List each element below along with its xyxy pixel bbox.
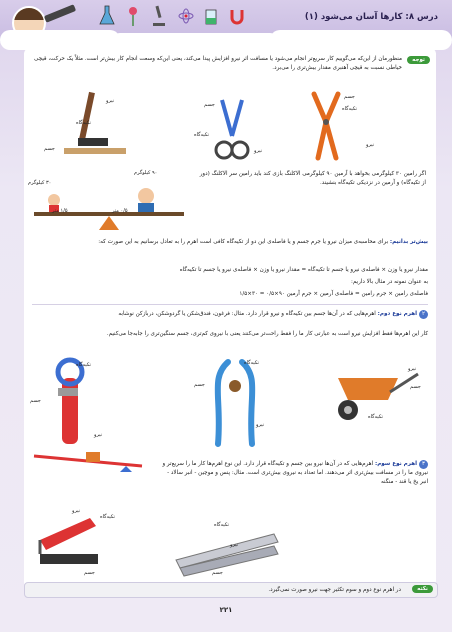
note-badge: توجه bbox=[407, 56, 430, 64]
cloud-decoration bbox=[270, 30, 452, 50]
label-fulcrum: تکیه‌گاه bbox=[214, 522, 229, 528]
beaker-icon bbox=[204, 6, 220, 26]
magnet-icon bbox=[230, 6, 246, 26]
tongs-figure bbox=[174, 524, 284, 578]
label-fulcrum: تکیه‌گاه bbox=[76, 362, 91, 368]
distance-label-left: ۱/۵ متر bbox=[52, 208, 68, 214]
label-object: جسم bbox=[44, 146, 55, 152]
nutcracker-figure bbox=[200, 358, 270, 448]
label-object: جسم bbox=[30, 398, 41, 404]
label-object: جسم bbox=[212, 570, 223, 576]
content-card bbox=[24, 48, 436, 588]
bottle-opener-figure bbox=[36, 358, 116, 448]
cloud-decoration bbox=[0, 30, 120, 50]
atom-icon bbox=[178, 6, 194, 26]
label-fulcrum: تکیه‌گاه bbox=[76, 120, 91, 126]
label-object: جسم bbox=[84, 570, 95, 576]
label-fulcrum: تکیه‌گاه bbox=[342, 106, 357, 112]
note-bar bbox=[24, 582, 438, 598]
type2-title: اهرم نوع دوم: bbox=[377, 311, 417, 317]
type2-text2: کار این اهرم‌ها فقط افزایش نیرو است به عبارتی کار ما را فقط راحت‌تر می‌کنند یعنی با نیروی کم‌تری، جسم سنگین‌تری را جابه‌جا می‌کنیم. bbox=[106, 331, 428, 337]
weight-label-right: ۹۰ کیلوگرم bbox=[134, 170, 158, 176]
lever-diagram bbox=[34, 452, 144, 472]
page-number: ۲۲۱ bbox=[219, 606, 233, 614]
type3-number: ۳ bbox=[419, 460, 428, 469]
formula-text: مقدار نیرو یا وزن × فاصله‌ی نیرو یا جسم تا تکیه‌گاه = مقدار نیرو یا وزن × فاصله‌ی نیرو یا جسم تا تکیه‌گاه bbox=[179, 267, 428, 273]
type3-paragraph bbox=[158, 460, 428, 487]
label-force: نیرو bbox=[72, 508, 81, 514]
weight-label-left: ۳۰ کیلوگرم bbox=[28, 180, 52, 186]
distance-label-right: ۰/۵ متر bbox=[112, 208, 128, 214]
seesaw-figure bbox=[34, 172, 184, 232]
label-fulcrum: تکیه‌گاه bbox=[368, 414, 383, 420]
label-force: نیرو bbox=[366, 142, 375, 148]
type3-title: اهرم نوع سوم: bbox=[374, 461, 417, 467]
pliers-figure bbox=[286, 92, 406, 162]
extra-text: برای محاسبه‌ی میزان نیرو یا جرم جسم و یا فاصله‌ی این دو از تکیه‌گاه کافی است اهرم را به تعادل برسانیم به این صورت که: bbox=[98, 239, 389, 245]
telescope-icon bbox=[44, 4, 76, 22]
label-force: نیرو bbox=[256, 422, 265, 428]
type2-paragraph bbox=[32, 310, 428, 319]
scissors-figure bbox=[202, 98, 262, 168]
extra-title: بیش‌تر بدانیم: bbox=[389, 239, 428, 245]
label-fulcrum: تکیه‌گاه bbox=[100, 514, 115, 520]
flower-icon bbox=[126, 6, 142, 26]
intro-text: منظورمان از این‌که می‌گوییم کار سریع‌تر انجام می‌شود یا مسافت اثر نیرو افزایش پیدا می‌کند، یعنی این‌که وسعت انجام کار بیش‌تر است. مثلاً یک حرکت، قیچی خیاطی نسبت به قیچی آهنبری مقدار بیش‌تری را می‌برد. bbox=[33, 56, 402, 71]
label-object: جسم bbox=[344, 94, 355, 100]
note-text: در اهرم نوع دوم و سوم تکثیر جهت نیرو صورت نمی‌گیرد. bbox=[268, 587, 401, 593]
header-icons bbox=[100, 6, 246, 26]
label-fulcrum: تکیه‌گاه bbox=[244, 360, 259, 366]
label-object: جسم bbox=[410, 384, 421, 390]
hammer-figure bbox=[64, 92, 134, 158]
label-force: نیرو bbox=[230, 542, 239, 548]
flask-icon bbox=[100, 6, 116, 26]
microscope-icon bbox=[152, 6, 168, 26]
label-fulcrum: تکیه‌گاه bbox=[194, 132, 209, 138]
stapler-figure bbox=[36, 510, 106, 580]
divider bbox=[32, 304, 428, 305]
type2-number: ۲ bbox=[419, 310, 428, 319]
note-tag: نکته bbox=[412, 585, 433, 593]
example-formula: فاصله‌ی رامین × جرم رامین = فاصله‌ی آرمین × جرم آرمین ۹۰×۰/۵ = ۳۰×۱/۵ bbox=[239, 291, 428, 297]
label-force: نیرو bbox=[408, 366, 417, 372]
label-object: جسم bbox=[204, 102, 215, 108]
type2-text1: اهرم‌هایی که در آن‌ها جسم بین تکیه‌گاه و نیرو قرار دارد. مثال: فرغون، فندق‌شکن یا گردوشکن، دربازکن نوشابه bbox=[118, 311, 376, 317]
example-intro: به عنوان نمونه در مثال بالا داریم: bbox=[350, 279, 428, 285]
label-force: نیرو bbox=[106, 98, 115, 104]
extra-info bbox=[32, 238, 428, 247]
label-force: نیرو bbox=[94, 432, 103, 438]
seesaw-text: اگر رامین ۳۰ کیلوگرمی بخواهد با آرمین ۹۰ کیلوگرمی الاکلنگ بازی کند باید رامین سر الاکلنگ (دور از تکیه‌گاه) و آرمین در نزدیکی تکیه‌گاه بنشیند. bbox=[199, 171, 426, 186]
lesson-title: درس ۸: کارها آسان می‌شود (۱) bbox=[304, 12, 438, 22]
type3-text: اهرم‌هایی که در آن‌ها نیرو بین جسم و تکیه‌گاه قرار دارد. این نوع اهرم‌ها کار ما را سریع‌تر و نیروی ما را در مسافت بیش‌تری اثر می‌دهند. اما تعداد به نیروی بیش‌تری است. مثال: پنس و موچین - انبر سالاد - انبر یخ یا قند - منگنه bbox=[162, 461, 428, 485]
label-force: نیرو bbox=[254, 148, 263, 154]
label-object: جسم bbox=[194, 382, 205, 388]
